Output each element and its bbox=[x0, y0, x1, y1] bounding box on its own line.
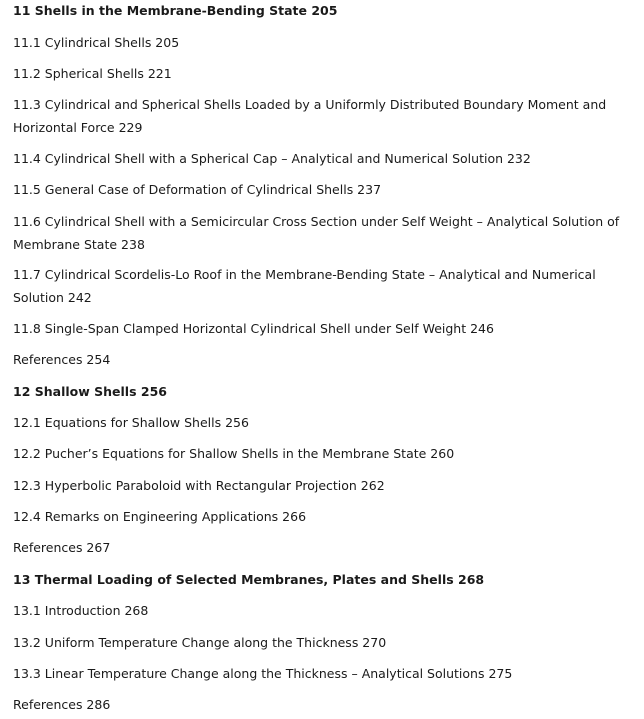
toc-references-11: References 254 bbox=[13, 352, 111, 367]
chapter-heading-12: 12 Shallow Shells 256 bbox=[13, 384, 167, 399]
chapter-heading-13: 13 Thermal Loading of Selected Membranes, Plates and Shells 268 bbox=[13, 572, 485, 587]
toc-references-12: References 267 bbox=[13, 540, 111, 555]
toc-entry-11-4: 11.4 Cylindrical Shell with a Spherical Cap – Analytical and Numerical Solution 232 bbox=[13, 151, 531, 166]
chapter-heading-11: 11 Shells in the Membrane-Bending State 205 bbox=[13, 3, 338, 18]
toc-entry-11-8: 11.8 Single-Span Clamped Horizontal Cylindrical Shell under Self Weight 246 bbox=[13, 321, 494, 336]
toc-entry-11-6: 11.6 Cylindrical Shell with a Semicircular Cross Section under Self Weight – Analytical Solution of Membrane State 238 bbox=[13, 214, 620, 252]
toc-entry-13-3: 13.3 Linear Temperature Change along the Thickness – Analytical Solutions 275 bbox=[13, 666, 513, 681]
toc-entry-12-4: 12.4 Remarks on Engineering Applications 266 bbox=[13, 509, 307, 524]
toc-entry-13-1: 13.1 Introduction 268 bbox=[13, 603, 149, 618]
toc-entry-11-2: 11.2 Spherical Shells 221 bbox=[13, 66, 172, 81]
toc-entry-11-1: 11.1 Cylindrical Shells 205 bbox=[13, 35, 180, 50]
toc-entry-12-3: 12.3 Hyperbolic Paraboloid with Rectangular Projection 262 bbox=[13, 478, 385, 493]
toc-entry-11-3: 11.3 Cylindrical and Spherical Shells Loaded by a Uniformly Distributed Boundary Moment and Horizontal Force 229 bbox=[13, 97, 607, 135]
toc-entry-13-2: 13.2 Uniform Temperature Change along the Thickness 270 bbox=[13, 635, 387, 650]
toc-entry-12-2: 12.2 Pucher’s Equations for Shallow Shells in the Membrane State 260 bbox=[13, 446, 455, 461]
toc-entry-11-7: 11.7 Cylindrical Scordelis-Lo Roof in the Membrane-Bending State – Analytical and Numerical Solution 242 bbox=[13, 267, 596, 305]
toc-entry-12-1: 12.1 Equations for Shallow Shells 256 bbox=[13, 415, 249, 430]
toc-entry-11-5: 11.5 General Case of Deformation of Cylindrical Shells 237 bbox=[13, 182, 382, 197]
toc-references-13: References 286 bbox=[13, 697, 111, 712]
